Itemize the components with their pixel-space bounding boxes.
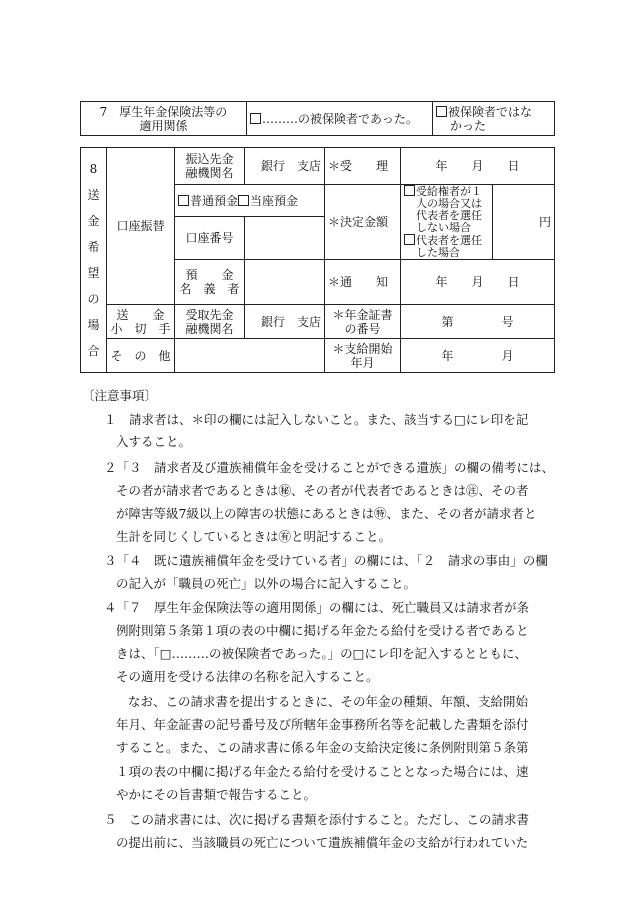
payment-start-field[interactable]: 年 月 [401,339,555,373]
note-line: その者が請求者であるときは㊙、その者が代表者であるときは㊟、その者 [116,483,529,498]
note-line: の記入が「職員の死亡」以外の場合に記入すること。 [116,576,417,591]
checkbox-icon[interactable] [436,106,447,117]
note-line: やかにその旨書類で報告すること。 [116,787,317,802]
other-field[interactable] [175,339,325,373]
checkbox-icon[interactable] [250,113,261,124]
note-line: ４「７ 厚生年金保険法等の適用関係」の欄には、死亡職員又は請求者が条 [104,600,530,615]
account-transfer-label: 口座振替 [107,148,175,305]
note-line: すること。また、この請求書に係る年金の支給決定後に条例附則第５条第 [116,740,529,755]
other-label: そ の 他 [107,339,175,373]
deposit-type-field[interactable]: 普通預金 当座預金 [175,185,325,217]
note-line: ２「３ 請求者及び遺族補償年金を受けることができる遺族」の欄の備考には、 [104,460,555,475]
note-line: ５ この請求書には、次に掲げる書類を添付すること。ただし、この請求書 [104,812,530,827]
note-line: の提出前に、当該職員の死亡について遺族補償年金の支給が行われていた [116,835,529,850]
decision-amount-field[interactable]: 円 [493,185,555,260]
note-line: が障害等級7級以上の障害の状態にあるときは㊕、また、その者が請求者と [116,506,537,521]
decision-amount-label: ＊決定金額 [325,185,401,260]
account-holder-label: 預 金 名 義 者 [175,260,245,305]
pension-certificate-label: ＊年金証書 の番号 [325,305,401,339]
notice-label: ＊通 知 [325,260,401,305]
receipt-label: ＊受 理 [325,148,401,185]
checkbox-icon[interactable] [178,195,189,206]
checkbox-icon[interactable] [404,234,415,245]
section-8-label: 8 送 金 希 望 の 場 合 [81,148,107,373]
checkbox-icon[interactable] [404,185,415,196]
applicability-label: 7 厚生年金保険法等の 適用関係 [81,102,247,136]
remittance-check-label: 送 金 小 切 手 [107,305,175,339]
receiving-bank-label: 受取先金 融機関名 [175,305,245,339]
note-line: きは、「□………の被保険者であった。」の□にレ印を記入するとともに、 [116,646,527,661]
account-number-field[interactable] [245,217,325,260]
decision-options[interactable]: 受給権者が１ 人の場合又は 代表者を選任 しない場合 代表者を選任 した場合 [401,185,493,260]
note-line: １ 請求者は、＊印の欄には記入しないこと。また、該当する□にレ印を記 [104,412,529,427]
not-insured-option[interactable]: 被保険者ではな かった [433,102,555,136]
payment-start-label: ＊支給開始 年月 [325,339,401,373]
note-line: 入すること。 [116,434,192,449]
note-line: なお、この請求書を提出するときに、その年金の種類、年額、支給開始 [128,694,529,709]
note-line: １項の表の中欄に掲げる年金たる給付を受けることとなった場合には、速 [116,764,529,779]
receiving-bank-field[interactable]: 銀行 支店 [245,305,325,339]
note-line: 生計を同じくしているときは㊒と明記すること。 [116,529,392,544]
insurance-applicability-table [80,101,555,136]
notice-date-field[interactable]: 年 月 日 [401,260,555,305]
note-line: 年月、年金証書の記号番号及び所轄年金事務所名等を記載した書類を添付 [116,717,529,732]
note-line: ３「４ 既に遺族補償年金を受けている者」の欄には、「２ 請求の事由」の欄 [104,553,548,568]
note-line: 例附則第５条第１項の表の中欄に掲げる年金たる給付を受ける者であると [116,623,529,638]
account-holder-field[interactable] [245,260,325,305]
bank-name-field[interactable]: 銀行 支店 [245,148,325,185]
account-number-label: 口座番号 [175,217,245,260]
checkbox-icon[interactable] [238,195,249,206]
bank-name-label: 振込先金 融機関名 [175,148,245,185]
receipt-date-field[interactable]: 年 月 日 [401,148,555,185]
insured-option[interactable]: ………の被保険者であった。 [247,102,433,136]
note-line: その適用を受ける法律の名称を記入すること。 [116,669,379,684]
pension-certificate-field[interactable]: 第 号 [401,305,555,339]
remittance-table [80,147,555,373]
notes-heading: 〔注意事項〕 [82,388,158,403]
